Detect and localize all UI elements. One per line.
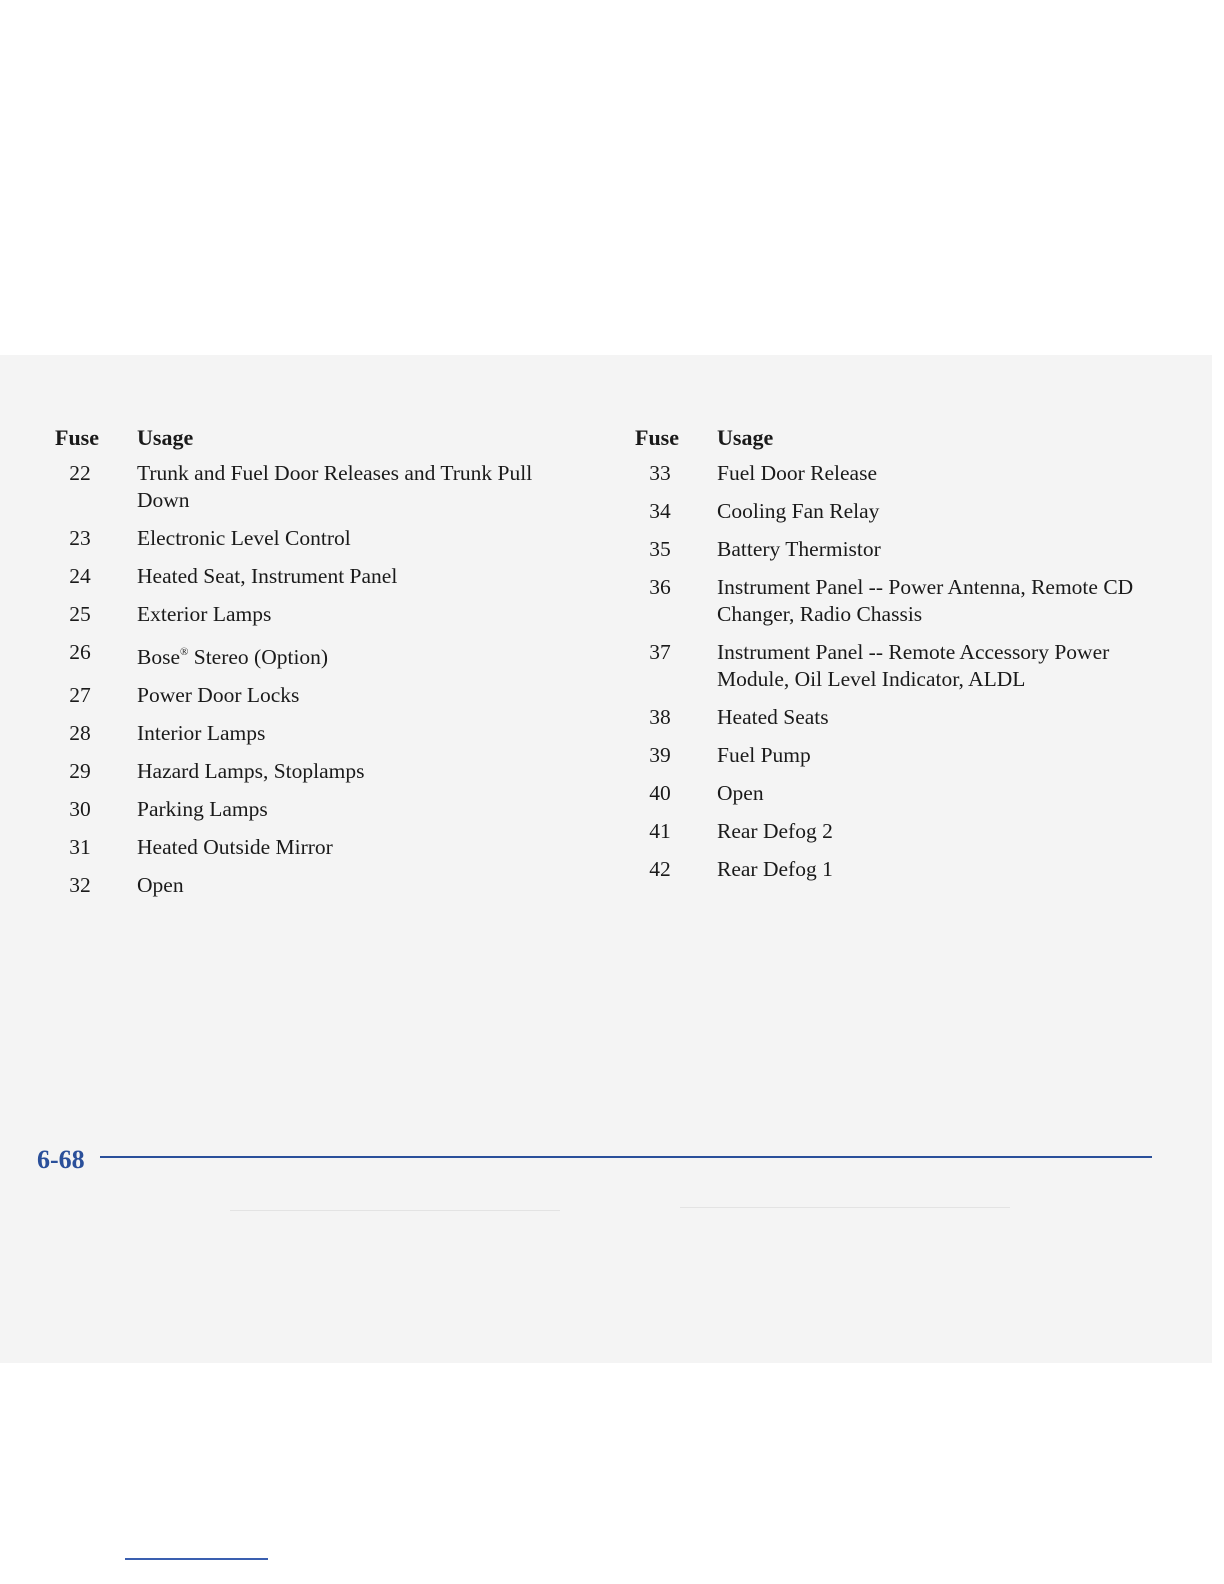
fuse-usage: Fuel Pump <box>717 743 811 767</box>
fuse-number: 23 <box>69 526 91 550</box>
header-fuse: Fuse <box>635 425 679 450</box>
bottom-link-underline[interactable] <box>125 1558 268 1560</box>
fuse-number: 39 <box>649 743 671 767</box>
fuse-table-left <box>55 424 595 910</box>
fuse-usage: Instrument Panel -- Remote Accessory Power Module, Oil Level Indicator, ALDL <box>717 640 1110 691</box>
fuse-number: 36 <box>649 575 671 599</box>
fuse-usage: Open <box>137 873 184 897</box>
fuse-number: 37 <box>649 640 671 664</box>
table-row <box>635 536 1175 563</box>
fuse-usage: Rear Defog 1 <box>717 857 833 881</box>
table-header <box>55 424 595 452</box>
fuse-usage: Fuel Door Release <box>717 461 878 485</box>
fuse-number: 30 <box>69 797 91 821</box>
fuse-usage: Heated Seat, Instrument Panel <box>137 564 398 588</box>
fuse-number: 35 <box>649 537 671 561</box>
faint-divider <box>230 1210 560 1211</box>
header-usage: Usage <box>137 425 194 450</box>
fuse-usage: Electronic Level Control <box>137 526 351 550</box>
table-row <box>55 758 595 785</box>
fuse-number: 40 <box>649 781 671 805</box>
fuse-usage: Battery Thermistor <box>717 537 881 561</box>
fuse-number: 31 <box>69 835 91 859</box>
fuse-usage: Rear Defog 2 <box>717 819 833 843</box>
faint-divider <box>680 1207 1010 1208</box>
table-row <box>55 834 595 861</box>
fuse-number: 42 <box>649 857 671 881</box>
fuse-number: 34 <box>649 499 671 523</box>
fuse-number: 27 <box>69 683 91 707</box>
fuse-usage: Exterior Lamps <box>137 602 272 626</box>
fuse-number: 22 <box>69 461 91 485</box>
table-row <box>635 639 1175 693</box>
table-row <box>55 460 595 514</box>
fuse-usage: Heated Seats <box>717 705 829 729</box>
table-row <box>55 601 595 628</box>
table-row <box>635 742 1175 769</box>
fuse-usage: Instrument Panel -- Power Antenna, Remote CD Changer, Radio Chassis <box>717 575 1134 626</box>
fuse-number: 33 <box>649 461 671 485</box>
table-row <box>55 872 595 899</box>
fuse-number: 38 <box>649 705 671 729</box>
fuse-number: 32 <box>69 873 91 897</box>
fuse-usage: Interior Lamps <box>137 721 266 745</box>
header-usage: Usage <box>717 425 774 450</box>
footer-rule <box>100 1156 1152 1158</box>
table-row <box>55 525 595 552</box>
table-row <box>635 460 1175 487</box>
table-row <box>55 639 595 671</box>
page-number: 6-68 <box>37 1145 85 1174</box>
table-row <box>55 682 595 709</box>
fuse-number: 28 <box>69 721 91 745</box>
table-header <box>635 424 1175 452</box>
fuse-number: 41 <box>649 819 671 843</box>
fuse-usage: Open <box>717 781 764 805</box>
fuse-table-right <box>635 424 1175 894</box>
table-row <box>635 856 1175 883</box>
table-row <box>635 498 1175 525</box>
fuse-number: 25 <box>69 602 91 626</box>
table-row <box>635 704 1175 731</box>
fuse-number: 24 <box>69 564 91 588</box>
table-row <box>55 796 595 823</box>
table-row <box>55 720 595 747</box>
table-row <box>635 780 1175 807</box>
fuse-usage: Heated Outside Mirror <box>137 835 333 859</box>
fuse-usage: Power Door Locks <box>137 683 300 707</box>
usage-brand: Bose <box>137 645 180 669</box>
table-row <box>55 563 595 590</box>
table-row <box>635 574 1175 628</box>
fuse-usage: Cooling Fan Relay <box>717 499 880 523</box>
usage-rest: Stereo (Option) <box>188 645 329 669</box>
fuse-number: 26 <box>69 640 91 664</box>
fuse-usage: Hazard Lamps, Stoplamps <box>137 759 365 783</box>
registered-mark: ® <box>180 646 189 658</box>
fuse-usage: Parking Lamps <box>137 797 268 821</box>
fuse-usage <box>137 639 567 671</box>
fuse-number: 29 <box>69 759 91 783</box>
header-fuse: Fuse <box>55 425 99 450</box>
fuse-usage: Trunk and Fuel Door Releases and Trunk Pull Down <box>137 461 533 512</box>
table-row <box>635 818 1175 845</box>
